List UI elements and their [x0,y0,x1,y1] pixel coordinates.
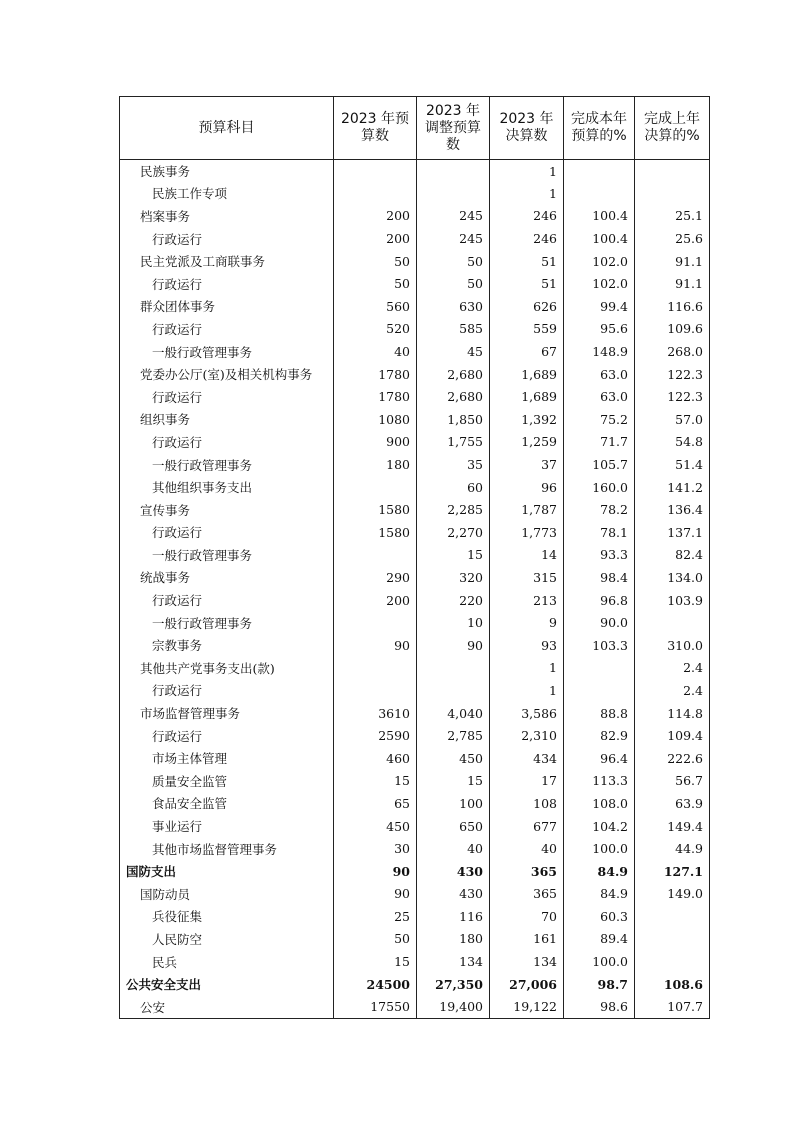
table-row [120,905,710,928]
budget-2023-cell: 15 [334,770,417,793]
table-row [120,995,710,1018]
header-budget-item: 预算科目 [120,97,334,160]
budget-2023-cell [334,544,417,567]
budget-2023-cell [334,657,417,680]
adjusted-budget-cell: 2,270 [417,521,490,544]
adjusted-budget-cell [417,182,490,205]
adjusted-budget-cell: 180 [417,928,490,951]
budget-item-cell: 其他市场监督管理事务 [120,837,334,860]
pct-of-budget-cell: 103.3 [564,634,635,657]
budget-item-cell: 事业运行 [120,815,334,838]
pct-of-prev-year-cell: 122.3 [635,363,710,386]
budget-item-cell: 民族工作专项 [120,182,334,205]
budget-item-cell: 市场监督管理事务 [120,702,334,725]
pct-of-budget-cell: 148.9 [564,340,635,363]
pct-of-prev-year-cell: 54.8 [635,431,710,454]
final-accounts-cell: 365 [490,883,564,906]
pct-of-prev-year-cell: 2.4 [635,657,710,680]
table-row [120,883,710,906]
final-accounts-cell: 1,689 [490,385,564,408]
budget-2023-cell: 40 [334,340,417,363]
pct-of-prev-year-cell: 82.4 [635,544,710,567]
budget-2023-cell [334,679,417,702]
budget-item-cell: 宣传事务 [120,498,334,521]
adjusted-budget-cell: 50 [417,250,490,273]
pct-of-budget-cell [564,182,635,205]
adjusted-budget-cell: 15 [417,544,490,567]
final-accounts-cell: 27,006 [490,973,564,996]
pct-of-budget-cell: 100.4 [564,227,635,250]
adjusted-budget-cell: 430 [417,860,490,883]
pct-of-budget-cell [564,657,635,680]
budget-item-cell: 统战事务 [120,566,334,589]
budget-item-cell: 国防动员 [120,883,334,906]
pct-of-prev-year-cell: 109.4 [635,724,710,747]
budget-2023-cell: 90 [334,883,417,906]
table-row [120,182,710,205]
pct-of-prev-year-cell: 268.0 [635,340,710,363]
pct-of-budget-cell [564,679,635,702]
budget-item-cell: 行政运行 [120,431,334,454]
final-accounts-cell: 134 [490,950,564,973]
adjusted-budget-cell [417,657,490,680]
table-row [120,950,710,973]
final-accounts-cell: 213 [490,589,564,612]
budget-2023-cell: 1080 [334,408,417,431]
budget-2023-cell: 65 [334,792,417,815]
pct-of-budget-cell: 90.0 [564,611,635,634]
table-row [120,679,710,702]
adjusted-budget-cell: 116 [417,905,490,928]
budget-item-cell: 档案事务 [120,205,334,228]
header-budget-2023: 2023 年预算数 [334,97,417,160]
final-accounts-cell: 559 [490,318,564,341]
budget-2023-cell: 200 [334,589,417,612]
pct-of-budget-cell: 102.0 [564,272,635,295]
pct-of-prev-year-cell: 149.4 [635,815,710,838]
table-row [120,476,710,499]
final-accounts-cell: 434 [490,747,564,770]
pct-of-prev-year-cell: 108.6 [635,973,710,996]
pct-of-prev-year-cell [635,160,710,183]
pct-of-budget-cell: 108.0 [564,792,635,815]
pct-of-prev-year-cell: 91.1 [635,272,710,295]
pct-of-prev-year-cell: 107.7 [635,995,710,1018]
budget-2023-cell: 17550 [334,995,417,1018]
table-row [120,318,710,341]
budget-2023-cell: 460 [334,747,417,770]
budget-item-cell: 行政运行 [120,679,334,702]
budget-item-cell: 一般行政管理事务 [120,611,334,634]
budget-item-cell: 党委办公厅(室)及相关机构事务 [120,363,334,386]
table-row [120,453,710,476]
budget-2023-cell [334,611,417,634]
budget-item-cell: 国防支出 [120,860,334,883]
budget-2023-cell: 520 [334,318,417,341]
final-accounts-cell: 1 [490,160,564,183]
header-pct-of-prev-year: 完成上年决算的% [635,97,710,160]
budget-2023-cell: 15 [334,950,417,973]
pct-of-budget-cell: 84.9 [564,883,635,906]
pct-of-budget-cell [564,160,635,183]
budget-2023-cell: 1580 [334,498,417,521]
budget-item-cell: 宗教事务 [120,634,334,657]
final-accounts-cell: 67 [490,340,564,363]
pct-of-prev-year-cell: 25.1 [635,205,710,228]
pct-of-prev-year-cell: 57.0 [635,408,710,431]
budget-item-cell: 民主党派及工商联事务 [120,250,334,273]
pct-of-budget-cell: 60.3 [564,905,635,928]
budget-item-cell: 行政运行 [120,724,334,747]
adjusted-budget-cell: 2,680 [417,363,490,386]
adjusted-budget-cell: 1,755 [417,431,490,454]
table-row [120,815,710,838]
final-accounts-cell: 1,259 [490,431,564,454]
table-row [120,770,710,793]
pct-of-budget-cell: 105.7 [564,453,635,476]
pct-of-budget-cell: 63.0 [564,385,635,408]
pct-of-budget-cell: 84.9 [564,860,635,883]
pct-of-prev-year-cell: 63.9 [635,792,710,815]
pct-of-budget-cell: 71.7 [564,431,635,454]
table-row [120,589,710,612]
final-accounts-cell: 246 [490,205,564,228]
final-accounts-cell: 365 [490,860,564,883]
budget-2023-cell: 90 [334,634,417,657]
final-accounts-cell: 108 [490,792,564,815]
final-accounts-cell: 51 [490,250,564,273]
final-accounts-cell: 161 [490,928,564,951]
pct-of-prev-year-cell: 51.4 [635,453,710,476]
budget-item-cell: 一般行政管理事务 [120,544,334,567]
table-row [120,702,710,725]
pct-of-prev-year-cell: 91.1 [635,250,710,273]
adjusted-budget-cell: 19,400 [417,995,490,1018]
budget-item-cell: 行政运行 [120,589,334,612]
final-accounts-cell: 9 [490,611,564,634]
final-accounts-cell: 1,787 [490,498,564,521]
table-row [120,724,710,747]
pct-of-budget-cell: 96.4 [564,747,635,770]
pct-of-budget-cell: 93.3 [564,544,635,567]
budget-2023-cell: 200 [334,227,417,250]
final-accounts-cell: 93 [490,634,564,657]
pct-of-budget-cell: 82.9 [564,724,635,747]
budget-item-cell: 质量安全监管 [120,770,334,793]
budget-item-cell: 人民防空 [120,928,334,951]
adjusted-budget-cell: 35 [417,453,490,476]
final-accounts-cell: 1,392 [490,408,564,431]
budget-table [119,96,710,1019]
pct-of-budget-cell: 78.1 [564,521,635,544]
pct-of-prev-year-cell: 122.3 [635,385,710,408]
adjusted-budget-cell: 320 [417,566,490,589]
budget-item-cell: 其他组织事务支出 [120,476,334,499]
pct-of-budget-cell: 160.0 [564,476,635,499]
table-row [120,295,710,318]
budget-2023-cell: 1780 [334,363,417,386]
adjusted-budget-cell: 450 [417,747,490,770]
adjusted-budget-cell: 585 [417,318,490,341]
budget-item-cell: 一般行政管理事务 [120,453,334,476]
budget-2023-cell: 900 [334,431,417,454]
adjusted-budget-cell: 45 [417,340,490,363]
final-accounts-cell: 246 [490,227,564,250]
final-accounts-cell: 70 [490,905,564,928]
final-accounts-cell: 1 [490,182,564,205]
budget-item-cell: 行政运行 [120,227,334,250]
budget-item-cell: 其他共产党事务支出(款) [120,657,334,680]
table-row [120,521,710,544]
table-header-row [120,97,710,160]
pct-of-budget-cell: 78.2 [564,498,635,521]
budget-2023-cell: 560 [334,295,417,318]
adjusted-budget-cell: 40 [417,837,490,860]
table-row [120,408,710,431]
final-accounts-cell: 1,689 [490,363,564,386]
budget-2023-cell: 180 [334,453,417,476]
pct-of-budget-cell: 102.0 [564,250,635,273]
table-row [120,498,710,521]
budget-item-cell: 行政运行 [120,385,334,408]
budget-2023-cell: 90 [334,860,417,883]
adjusted-budget-cell: 2,285 [417,498,490,521]
final-accounts-cell: 14 [490,544,564,567]
final-accounts-cell: 19,122 [490,995,564,1018]
pct-of-prev-year-cell: 25.6 [635,227,710,250]
pct-of-prev-year-cell: 141.2 [635,476,710,499]
final-accounts-cell: 51 [490,272,564,295]
pct-of-budget-cell: 95.6 [564,318,635,341]
pct-of-budget-cell: 96.8 [564,589,635,612]
adjusted-budget-cell: 10 [417,611,490,634]
adjusted-budget-cell: 650 [417,815,490,838]
table-row [120,272,710,295]
table-row [120,340,710,363]
adjusted-budget-cell: 2,785 [417,724,490,747]
pct-of-prev-year-cell: 56.7 [635,770,710,793]
pct-of-prev-year-cell: 134.0 [635,566,710,589]
adjusted-budget-cell [417,160,490,183]
pct-of-prev-year-cell: 137.1 [635,521,710,544]
budget-2023-cell: 50 [334,250,417,273]
final-accounts-cell: 3,586 [490,702,564,725]
pct-of-prev-year-cell [635,928,710,951]
budget-item-cell: 兵役征集 [120,905,334,928]
adjusted-budget-cell: 430 [417,883,490,906]
final-accounts-cell: 40 [490,837,564,860]
final-accounts-cell: 626 [490,295,564,318]
budget-2023-cell: 3610 [334,702,417,725]
budget-item-cell: 民族事务 [120,160,334,183]
table-row [120,860,710,883]
budget-item-cell: 公共安全支出 [120,973,334,996]
table-row [120,385,710,408]
budget-2023-cell: 50 [334,272,417,295]
budget-2023-cell: 2590 [334,724,417,747]
budget-item-cell: 食品安全监管 [120,792,334,815]
final-accounts-cell: 2,310 [490,724,564,747]
pct-of-prev-year-cell: 310.0 [635,634,710,657]
pct-of-prev-year-cell: 44.9 [635,837,710,860]
pct-of-prev-year-cell: 109.6 [635,318,710,341]
pct-of-prev-year-cell: 114.8 [635,702,710,725]
adjusted-budget-cell: 90 [417,634,490,657]
pct-of-budget-cell: 98.7 [564,973,635,996]
budget-2023-cell: 290 [334,566,417,589]
budget-2023-cell: 1580 [334,521,417,544]
pct-of-prev-year-cell [635,611,710,634]
table-row [120,837,710,860]
table-row [120,928,710,951]
adjusted-budget-cell: 100 [417,792,490,815]
adjusted-budget-cell: 15 [417,770,490,793]
budget-2023-cell: 25 [334,905,417,928]
pct-of-budget-cell: 100.0 [564,950,635,973]
pct-of-budget-cell: 99.4 [564,295,635,318]
budget-item-cell: 市场主体管理 [120,747,334,770]
budget-2023-cell: 50 [334,928,417,951]
budget-2023-cell: 450 [334,815,417,838]
pct-of-budget-cell: 75.2 [564,408,635,431]
table-row [120,431,710,454]
table-row [120,634,710,657]
pct-of-prev-year-cell: 2.4 [635,679,710,702]
table-row [120,250,710,273]
pct-of-budget-cell: 89.4 [564,928,635,951]
budget-2023-cell: 200 [334,205,417,228]
adjusted-budget-cell: 50 [417,272,490,295]
budget-item-cell: 行政运行 [120,272,334,295]
adjusted-budget-cell: 4,040 [417,702,490,725]
pct-of-prev-year-cell: 222.6 [635,747,710,770]
pct-of-budget-cell: 104.2 [564,815,635,838]
header-final-accounts-2023: 2023 年决算数 [490,97,564,160]
pct-of-prev-year-cell: 149.0 [635,883,710,906]
final-accounts-cell: 315 [490,566,564,589]
pct-of-budget-cell: 88.8 [564,702,635,725]
final-accounts-cell: 37 [490,453,564,476]
final-accounts-cell: 96 [490,476,564,499]
budget-item-cell: 群众团体事务 [120,295,334,318]
pct-of-prev-year-cell: 127.1 [635,860,710,883]
adjusted-budget-cell: 1,850 [417,408,490,431]
budget-2023-cell [334,160,417,183]
adjusted-budget-cell: 27,350 [417,973,490,996]
table-row [120,792,710,815]
table-row [120,747,710,770]
pct-of-budget-cell: 100.4 [564,205,635,228]
pct-of-budget-cell: 63.0 [564,363,635,386]
pct-of-prev-year-cell: 136.4 [635,498,710,521]
adjusted-budget-cell: 134 [417,950,490,973]
pct-of-budget-cell: 98.4 [564,566,635,589]
adjusted-budget-cell: 60 [417,476,490,499]
budget-item-cell: 行政运行 [120,521,334,544]
budget-2023-cell: 30 [334,837,417,860]
pct-of-prev-year-cell [635,182,710,205]
pct-of-prev-year-cell [635,905,710,928]
budget-2023-cell: 1780 [334,385,417,408]
pct-of-budget-cell: 100.0 [564,837,635,860]
pct-of-prev-year-cell: 116.6 [635,295,710,318]
budget-item-cell: 组织事务 [120,408,334,431]
budget-item-cell: 一般行政管理事务 [120,340,334,363]
table-row [120,160,710,183]
table-row [120,544,710,567]
table-row [120,566,710,589]
pct-of-prev-year-cell [635,950,710,973]
adjusted-budget-cell: 220 [417,589,490,612]
table-body [120,160,710,1019]
table-row [120,973,710,996]
final-accounts-cell: 17 [490,770,564,793]
budget-item-cell: 民兵 [120,950,334,973]
adjusted-budget-cell: 2,680 [417,385,490,408]
pct-of-budget-cell: 98.6 [564,995,635,1018]
final-accounts-cell: 1 [490,657,564,680]
table-row [120,657,710,680]
pct-of-budget-cell: 113.3 [564,770,635,793]
budget-2023-cell: 24500 [334,973,417,996]
header-pct-of-budget: 完成本年预算的% [564,97,635,160]
final-accounts-cell: 677 [490,815,564,838]
table-row [120,363,710,386]
adjusted-budget-cell: 245 [417,227,490,250]
adjusted-budget-cell [417,679,490,702]
adjusted-budget-cell: 245 [417,205,490,228]
budget-item-cell: 公安 [120,995,334,1018]
pct-of-prev-year-cell: 103.9 [635,589,710,612]
budget-2023-cell [334,476,417,499]
budget-item-cell: 行政运行 [120,318,334,341]
table-row [120,227,710,250]
header-adjusted-budget-2023: 2023 年调整预算数 [417,97,490,160]
table-row [120,611,710,634]
final-accounts-cell: 1,773 [490,521,564,544]
table-row [120,205,710,228]
budget-2023-cell [334,182,417,205]
final-accounts-cell: 1 [490,679,564,702]
adjusted-budget-cell: 630 [417,295,490,318]
